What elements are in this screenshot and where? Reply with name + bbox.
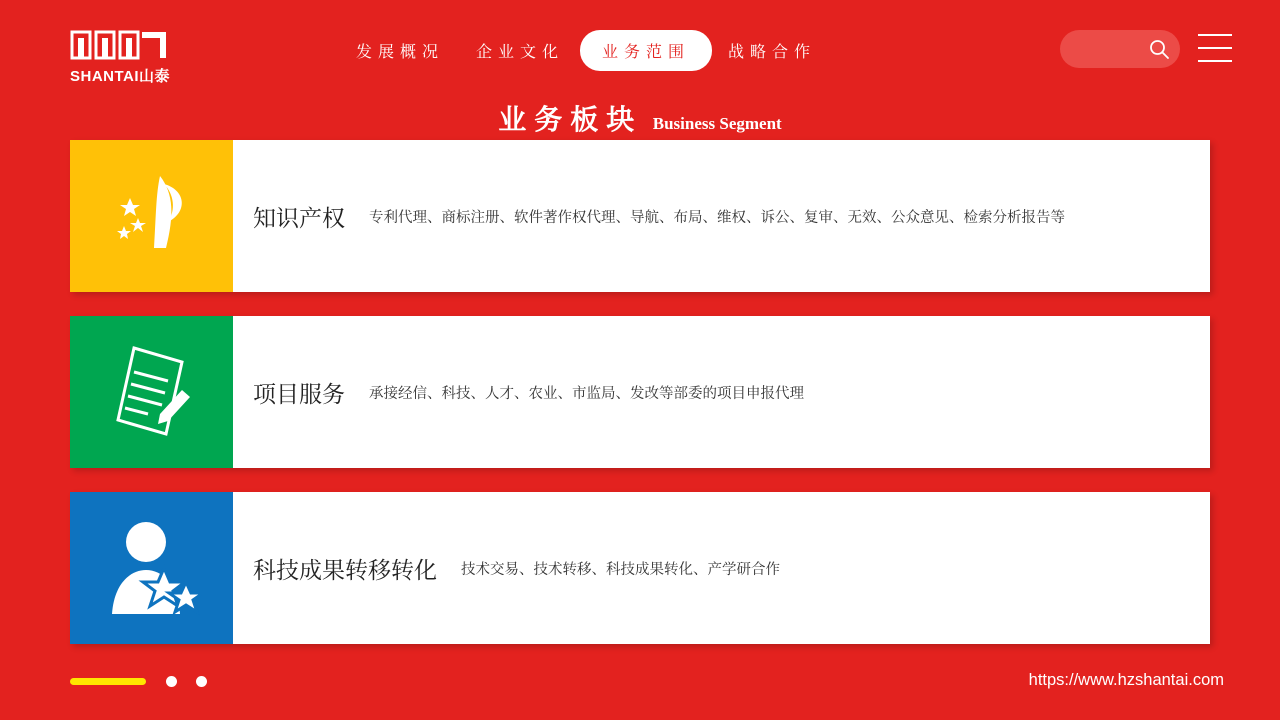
page-title bbox=[0, 98, 1280, 138]
menu-line-1 bbox=[1198, 34, 1232, 36]
menu-line-3 bbox=[1198, 60, 1232, 62]
search-box[interactable] bbox=[1060, 30, 1180, 68]
card-title: 科技成果转移转化 bbox=[253, 557, 437, 584]
person-stars-icon bbox=[102, 516, 202, 620]
card-icon-wrap bbox=[70, 492, 233, 644]
card-icon-wrap bbox=[70, 140, 233, 292]
page-title-cn: 业务板块 bbox=[498, 103, 643, 136]
nav-item-zhanlue[interactable]: 战略合作 bbox=[728, 41, 817, 61]
card-desc: 承接经信、科技、人才、农业、市监局、发改等部委的项目申报代理 bbox=[369, 385, 804, 402]
card-intellectual-property[interactable] bbox=[70, 140, 1210, 292]
card-title: 项目服务 bbox=[253, 381, 345, 408]
menu-line-2 bbox=[1198, 47, 1232, 49]
site-header bbox=[0, 0, 1280, 100]
nav-item-yewu[interactable]: 业务范围 bbox=[580, 30, 712, 71]
carousel-pagination bbox=[70, 676, 226, 687]
pagination-dot-3[interactable] bbox=[196, 676, 207, 687]
pagination-dot-1-active[interactable] bbox=[70, 678, 146, 685]
main-nav bbox=[340, 30, 832, 70]
search-input[interactable] bbox=[1074, 30, 1154, 68]
card-body bbox=[233, 316, 1210, 468]
site-url: https://www.hzshantai.com bbox=[1028, 671, 1224, 689]
nav-item-fazhan[interactable]: 发展概况 bbox=[356, 41, 445, 61]
card-title: 知识产权 bbox=[253, 205, 345, 232]
document-pen-icon bbox=[104, 342, 200, 442]
page-title-en: Business Segment bbox=[652, 114, 782, 133]
card-body bbox=[233, 492, 1210, 644]
nav-item-qiye[interactable]: 企业文化 bbox=[476, 41, 565, 61]
business-segment-list bbox=[70, 140, 1210, 668]
shantai-logo-icon bbox=[70, 28, 170, 62]
card-tech-transfer[interactable] bbox=[70, 492, 1210, 644]
card-project-service[interactable] bbox=[70, 316, 1210, 468]
pagination-dot-2[interactable] bbox=[166, 676, 177, 687]
ip-tower-icon bbox=[104, 170, 200, 262]
logo[interactable] bbox=[70, 28, 172, 88]
card-icon-wrap bbox=[70, 316, 233, 468]
card-body bbox=[233, 140, 1210, 292]
card-desc: 专利代理、商标注册、软件著作权代理、导航、布局、维权、诉公、复审、无效、公众意见、检索分析报告等 bbox=[369, 209, 1065, 226]
card-desc: 技术交易、技术转移、科技成果转化、产学研合作 bbox=[461, 561, 780, 578]
logo-text: SHANTAI山泰 bbox=[70, 68, 171, 85]
hamburger-menu-icon[interactable] bbox=[1198, 34, 1232, 62]
